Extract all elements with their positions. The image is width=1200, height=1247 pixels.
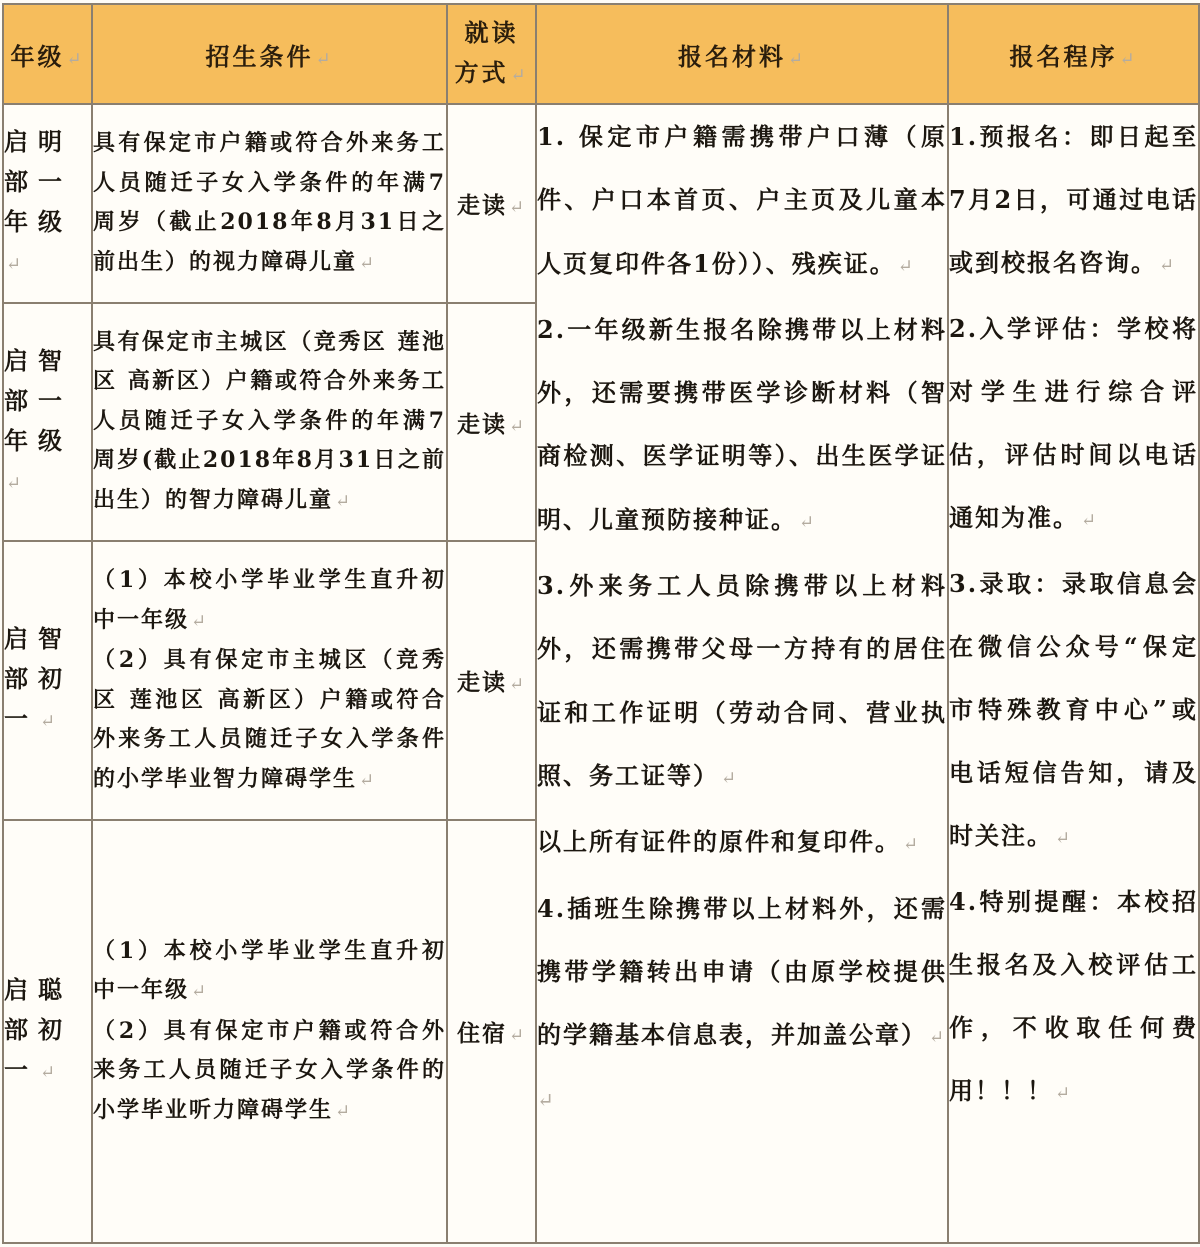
return-mark: ↵ xyxy=(315,48,334,70)
header-procedure: 报名程序 ↵ xyxy=(948,4,1199,104)
grade-cell: 启明部一年级↵ xyxy=(3,104,92,303)
return-mark: ↵ xyxy=(1119,48,1138,70)
return-mark: ↵ xyxy=(335,490,353,512)
conditions-cell xyxy=(92,820,447,1243)
return-mark: ↵ xyxy=(510,64,529,86)
header-conditions: 招生条件 ↵ xyxy=(92,4,447,104)
conditions-item: （1）本校小学毕业学生直升初中一年级 ↵ xyxy=(93,567,446,633)
return-mark: ↵ xyxy=(66,48,85,70)
conditions-item: （1）本校小学毕业学生直升初中一年级 ↵ xyxy=(93,937,446,1004)
mode-cell: 走读 ↵ xyxy=(447,303,536,541)
procedure-item: 3.录取：录取信息会在微信公众号“保定市特殊教育中心”或电话短信告知，请及时关注。 ↵ xyxy=(949,569,1198,850)
return-mark: ↵ xyxy=(508,674,527,695)
return-mark: ↵ xyxy=(40,1062,66,1083)
grade-cell: 启智部一年级↵ xyxy=(3,303,92,541)
materials-item: 以上所有证件的原件和复印件。 ↵ xyxy=(537,827,921,857)
return-mark: ↵ xyxy=(40,711,66,732)
conditions-cell: 具有保定市户籍或符合外来务工人员随迁子女入学条件的年满7周岁（截止2018年8月31日之前出生）的视力障碍儿童 ↵ xyxy=(92,104,447,303)
return-mark: ↵ xyxy=(6,254,32,275)
return-mark: ↵ xyxy=(537,1088,556,1113)
materials-item: 4.插班生除携带以上材料外，还需携带学籍转出申请（由原学校提供的学籍基本信息表，并加盖公章） ↵ xyxy=(537,893,947,1050)
mode-cell: 走读 ↵ xyxy=(447,104,536,303)
procedure-cell xyxy=(948,104,1199,1243)
materials-item: 3.外来务工人员除携带以上材料外，还需携带父母一方持有的居住证和工作证明（劳动合同、营业执照、务工证等） ↵ xyxy=(537,571,947,790)
grade-cell: 启聪部初一 ↵ xyxy=(3,820,92,1243)
procedure-item: 1.预报名：即日起至7月2日，可通过电话或到校报名咨询。 ↵ xyxy=(949,122,1198,277)
conditions-cell xyxy=(92,541,447,820)
grade-cell: 启智部初一 ↵ xyxy=(3,541,92,820)
mode-cell: 住宿 ↵ xyxy=(447,820,536,1243)
admissions-table xyxy=(2,3,1200,1244)
return-mark: ↵ xyxy=(508,197,527,218)
mode-cell: 走读 ↵ xyxy=(447,541,536,820)
return-mark: ↵ xyxy=(6,472,32,494)
materials-item: 2.一年级新生报名除携带以上材料外，还需要携带医学诊断材料（智商检测、医学证明等）、出生医学证明、儿童预防接种证。 ↵ xyxy=(537,314,947,534)
return-mark: ↵ xyxy=(508,1025,527,1046)
table-row xyxy=(3,104,1199,303)
procedure-item: 4.特别提醒：本校招生报名及入校评估工作，不收取任何费用！！！ ↵ xyxy=(949,887,1198,1105)
header-mode: 就读 方式 ↵ xyxy=(447,4,536,104)
header-row xyxy=(3,4,1199,104)
return-mark: ↵ xyxy=(508,415,527,437)
return-mark: ↵ xyxy=(359,252,377,274)
return-mark: ↵ xyxy=(787,48,807,70)
materials-item: 1. 保定市户籍需携带户口薄（原件、户口本首页、户主页及儿童本人页复印件各1份））、残疾证。 ↵ xyxy=(537,122,947,278)
materials-cell xyxy=(536,104,948,1243)
conditions-item: （2）具有保定市主城区（竞秀区 莲池区 高新区）户籍或符合外来务工人员随迁子女入学条件的小学毕业智力障碍学生 ↵ xyxy=(93,647,446,792)
header-materials: 报名材料 ↵ xyxy=(536,4,948,104)
conditions-cell: 具有保定市主城区（竞秀区 莲池区 高新区）户籍或符合外来务工人员随迁子女入学条件的年满7周岁(截止2018年8月31日之前出生）的智力障碍儿童 ↵ xyxy=(92,303,447,541)
procedure-item: 2.入学评估：学校将对学生进行综合评估，评估时间以电话通知为准。 ↵ xyxy=(949,314,1198,532)
conditions-item: （2）具有保定市户籍或符合外来务工人员随迁子女入学条件的小学毕业听力障碍学生 ↵ xyxy=(93,1017,446,1123)
header-grade: 年级 ↵ xyxy=(3,4,92,104)
